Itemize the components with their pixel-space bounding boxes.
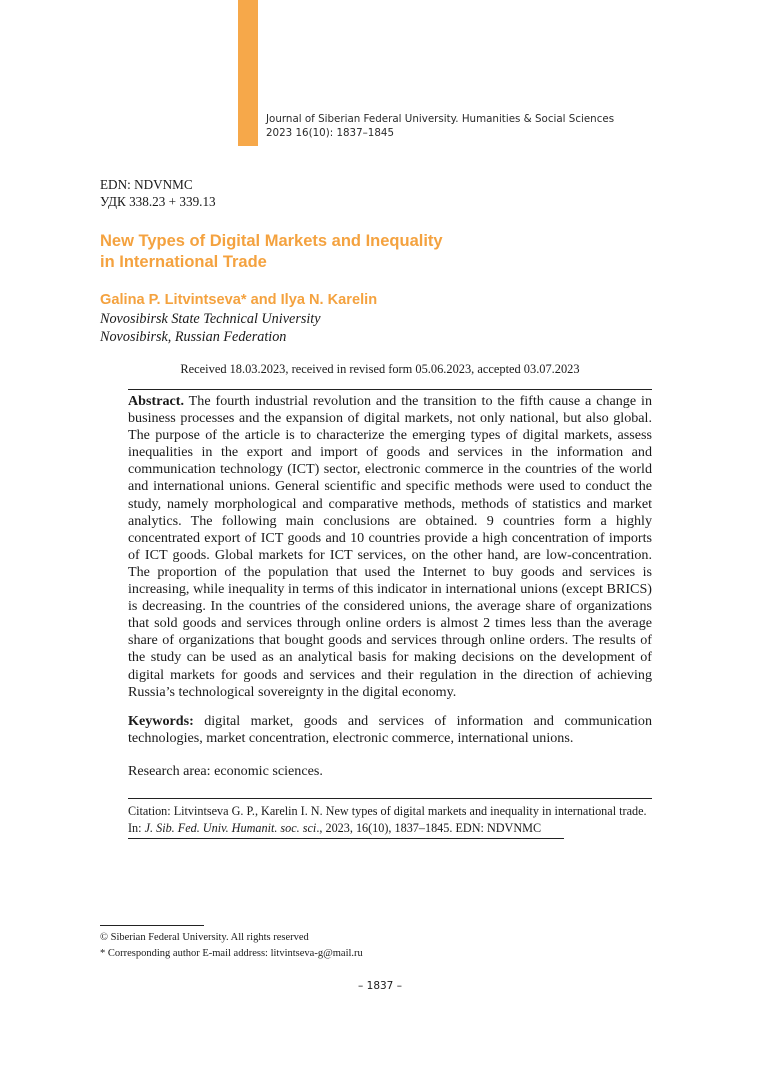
citation-top-rule — [128, 798, 652, 799]
citation-prefix: In: — [128, 821, 145, 835]
abstract-label: Abstract. — [128, 393, 184, 409]
corresponding-author-note: * Corresponding author E-mail address: litvintseva-g@mail.ru — [100, 947, 363, 959]
edn-code: EDN: NDVNMC — [100, 177, 193, 192]
title-line-1: New Types of Digital Markets and Inequality — [100, 232, 443, 250]
affiliation — [100, 310, 321, 346]
keywords-text: digital market, goods and services of information and communication technologies, market concentration, electronic commerce, international unions. — [128, 713, 652, 747]
abstract — [128, 393, 652, 701]
journal-accent-bar — [238, 0, 258, 146]
footnote-rule — [100, 925, 204, 926]
citation-suffix: ., 2023, 16(10), 1837–1845. EDN: NDVNMC — [316, 821, 542, 835]
citation-bottom-rule — [128, 838, 564, 839]
keywords — [128, 713, 652, 747]
location: Novosibirsk, Russian Federation — [100, 329, 287, 345]
abstract-top-rule — [128, 389, 652, 390]
journal-issue: 2023 16(10): 1837–1845 — [266, 127, 395, 139]
identifiers — [100, 176, 216, 210]
abstract-text: The fourth industrial revolution and the transition to the fifth cause a change in business processes and the expansion of digital markets, not only national, but also global. The purpose of the article is to characterize the emerging types of digital markets, assess inequalities in the export and import of goods and services in the information and communication technology (ICT) sector, electronic commerce in the countries of the world and international unions. General scientific and specific methods were used to conduct the study, namely morphological and comparative methods, methods of statistics and market analytics. The following main conclusions are obtained. 9 countries form a highly concentrated export of ICT goods and 10 countries provide a high concentration of imports of ICT goods. Global markets for ICT services, on the other hand, are low-concentration. The proportion of the population that used the Internet to buy goods and services is increasing, while inequality in terms of this indicator in international unions (except BRICS) is decreasing. In the countries of the considered unions, the average share of organizations that sold goods and services through online orders is almost 2 times less than the average share of organizations that bought goods and services through online orders. The results of the study can be used as an analytical basis for making decisions on the development of digital markets for goods and services and their regulation in the direction of achieving Russia’s technological sovereignty in the digital economy. — [128, 393, 652, 700]
journal-name: Journal of Siberian Federal University. Humanities & Social Sciences — [266, 113, 615, 125]
article-title — [100, 231, 660, 272]
citation — [128, 803, 658, 837]
institution: Novosibirsk State Technical University — [100, 311, 321, 327]
citation-journal: J. Sib. Fed. Univ. Humanit. soc. sci — [144, 821, 317, 835]
page-number: – 1837 – — [358, 980, 402, 992]
copyright-note: © Siberian Federal University. All rights reserved — [100, 932, 309, 943]
authors: Galina P. Litvintseva* and Ilya N. Karelin — [100, 292, 378, 308]
keywords-label: Keywords: — [128, 713, 194, 729]
udk-code: УДК 338.23 + 339.13 — [100, 194, 216, 209]
journal-header — [266, 112, 646, 140]
received-dates: Received 18.03.2023, received in revised form 05.06.2023, accepted 03.07.2023 — [180, 362, 580, 376]
citation-line-1: Citation: Litvintseva G. P., Karelin I. N. New types of digital markets and inequality in international trade. — [128, 804, 647, 818]
citation-line-2 — [128, 820, 658, 837]
footnotes — [100, 930, 363, 961]
title-line-2: in International Trade — [100, 252, 267, 271]
research-area: Research area: economic sciences. — [128, 763, 323, 779]
